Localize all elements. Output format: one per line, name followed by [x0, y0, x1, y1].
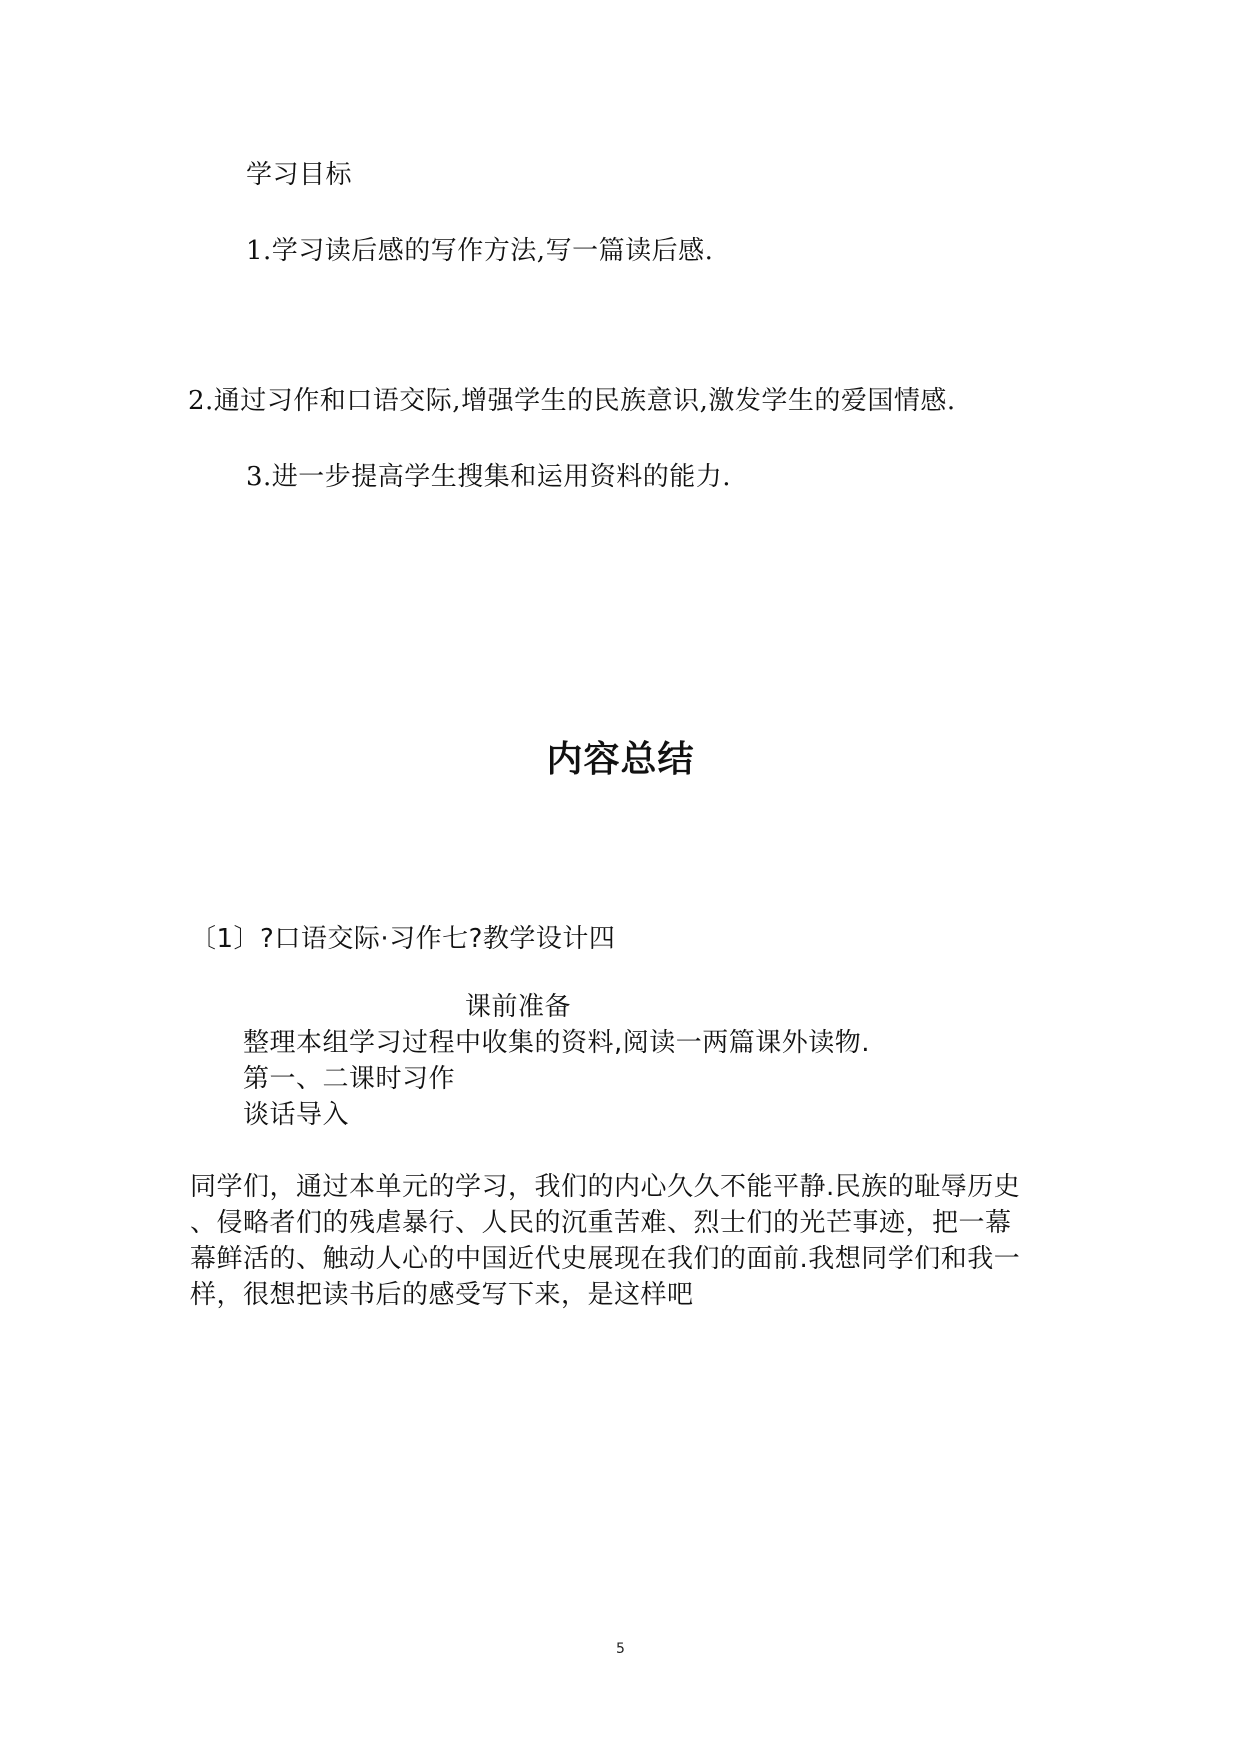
page-number: 5	[616, 1641, 625, 1657]
objective-item-3: 3.进一步提高学生搜集和运用资料的能力.	[246, 462, 732, 492]
source-line: 〔1〕?口语交际·习作七?教学设计四	[190, 924, 616, 954]
body-line-4: 样，很想把读书后的感受写下来，是这样吧	[190, 1280, 694, 1310]
prep-heading: 课前准备	[465, 992, 572, 1022]
body-line-2: 、侵略者们的残虐暴行、人民的沉重苦难、烈士们的光芒事迹，把一幕	[190, 1208, 1012, 1238]
intro-heading: 谈话导入	[243, 1100, 350, 1130]
body-line-1: 同学们，通过本单元的学习，我们的内心久久不能平静.民族的耻辱历史	[190, 1172, 1021, 1202]
objective-item-1: 1.学习读后感的写作方法,写一篇读后感.	[246, 236, 714, 266]
body-line-3: 幕鲜活的、触动人心的中国近代史展现在我们的面前.我想同学们和我一	[190, 1244, 1021, 1274]
prep-text: 整理本组学习过程中收集的资料,阅读一两篇课外读物.	[243, 1028, 871, 1058]
objectives-heading: 学习目标	[246, 160, 353, 190]
lesson-heading: 第一、二课时习作	[243, 1064, 456, 1094]
objective-item-2: 2.通过习作和口语交际,增强学生的民族意识,激发学生的爱国情感.	[188, 386, 956, 416]
summary-title: 内容总结	[546, 739, 695, 780]
